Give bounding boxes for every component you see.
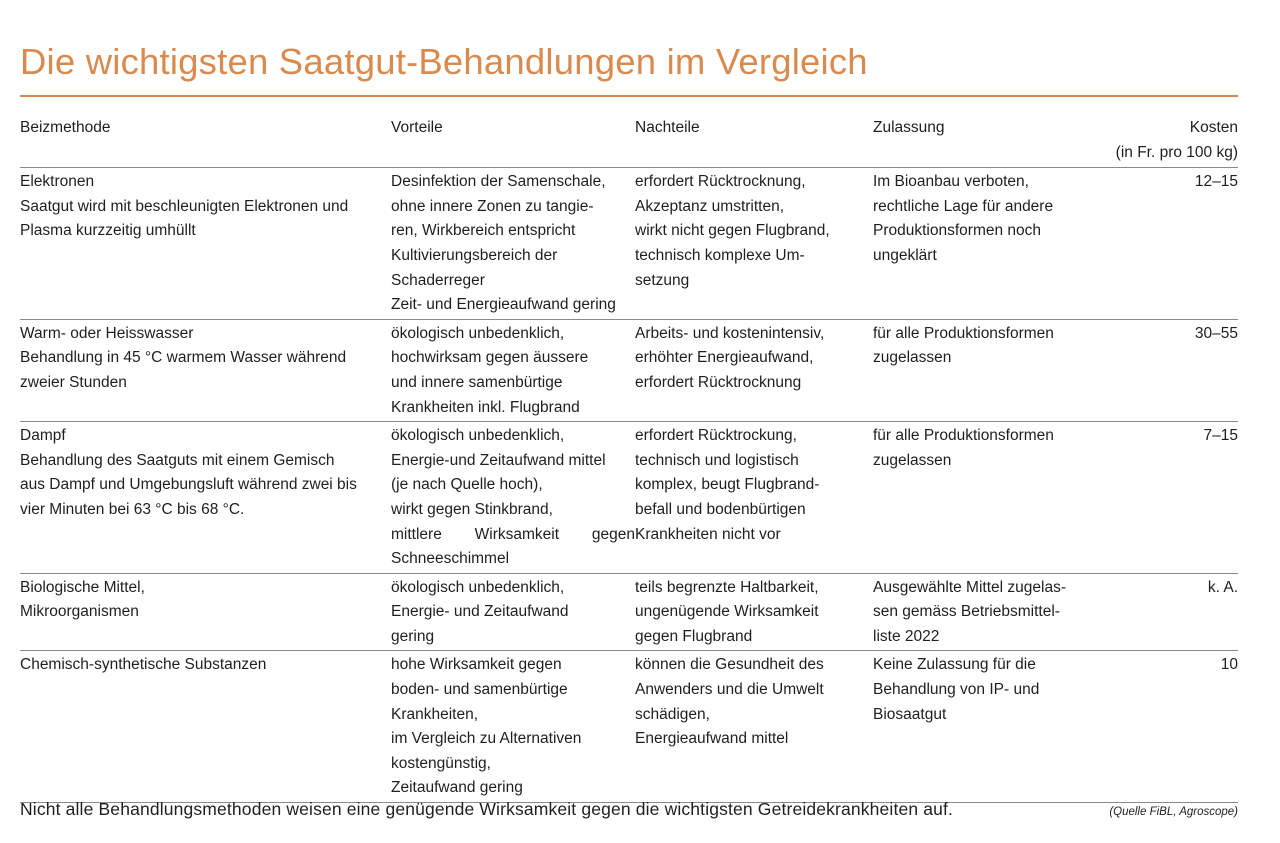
advantages-line: ökologisch unbedenklich, [391,578,565,596]
disadvantages-line: können die Gesundheit des [635,656,824,674]
advantages-line: ohne innere Zonen zu tangie- [391,197,594,215]
disadvantages-line: teils begrenzte Haltbarkeit, [635,578,819,596]
advantages-line: im Vergleich zu Alternativen [391,730,582,748]
method-line: Plasma kurzzeitig umhüllt [20,222,196,240]
source-note: (Quelle FiBL, Agroscope) [1109,806,1238,818]
advantages-line: Desinfektion der Samenschale, [391,173,606,191]
disadvantages-line: Krankheiten nicht vor [635,525,781,543]
method-line: vier Minuten bei 63 °C bis 68 °C. [20,500,245,518]
header-costs-label: Kosten [1189,119,1238,136]
advantages-line: wirkt gegen Stinkbrand, [391,500,553,518]
disadvantages-line: befall und bodenbürtigen [635,500,806,518]
word: Wirksamkeit [474,525,560,543]
header-method: Beizmethode [20,119,111,136]
advantages-line: Krankheiten inkl. Flugbrand [391,398,580,416]
advantages-line: Energie- und Zeitaufwand [391,603,569,621]
title-divider [20,95,1238,97]
method-line: Warm- oder Heisswasser [20,324,194,342]
advantages-line: Kultivierungsbereich der [391,246,558,264]
advantages-line: (je nach Quelle hoch), [391,476,543,494]
advantages-line: Krankheiten, [391,705,479,723]
advantages-line: gering [391,627,435,645]
cell-advantages [391,319,635,421]
approval-line: rechtliche Lage für andere [873,197,1054,215]
method-line: aus Dampf und Umgebungsluft während zwei bis [20,476,357,494]
disadvantages-line: wirkt nicht gegen Flugbrand, [635,222,830,240]
disadvantages-line: erfordert Rücktrocknung, [635,173,806,191]
cell-disadvantages [635,651,873,803]
advantages-line: boden- und samenbürtige [391,681,568,699]
approval-line: Ausgewählte Mittel zugelas- [873,578,1066,596]
cell-approval [873,651,1113,803]
footnote: Nicht alle Behandlungsmethoden weisen eine genügende Wirksamkeit gegen die wichtigsten Getreidekrankheiten auf. [20,799,954,819]
disadvantages-line: schädigen, [635,705,710,723]
advantages-line: Schaderreger [391,271,485,289]
header-disadvantages: Nachteile [635,119,700,136]
table-row [20,422,1238,574]
approval-line: Behandlung von IP- und [873,681,1040,699]
cell-disadvantages [635,422,873,574]
cell-cost: 12–15 [1113,168,1238,320]
disadvantages-line: ungenügende Wirksamkeit [635,603,819,621]
approval-line: sen gemäss Betriebsmittel- [873,603,1060,621]
word: gegen [591,525,635,543]
cell-advantages [391,573,635,651]
cell-method [20,319,391,421]
method-line: Behandlung des Saatguts mit einem Gemisch [20,451,335,469]
advantages-line: hochwirksam gegen äussere [391,349,589,367]
cell-advantages [391,422,635,574]
advantages-line: Energie-und Zeitaufwand mittel [391,451,606,469]
disadvantages-line: setzung [635,271,690,289]
method-line: Elektronen [20,173,95,191]
advantages-line: kostengünstig, [391,754,491,772]
approval-line: Im Bioanbau verboten, [873,173,1029,191]
advantages-line: Zeit- und Energieaufwand gering [391,296,616,314]
cell-method [20,422,391,574]
header-costs [1113,116,1238,168]
table-header-row [20,116,1238,168]
header-advantages: Vorteile [391,119,443,136]
disadvantages-line: erhöhter Energieaufwand, [635,349,814,367]
approval-line: Biosaatgut [873,705,947,723]
method-line: zweier Stunden [20,373,127,391]
page-title: Die wichtigsten Saatgut-Behandlungen im Vergleich [20,41,868,82]
table-row [20,651,1238,803]
method-line: Mikroorganismen [20,603,139,621]
cell-method [20,651,391,803]
disadvantages-line: komplex, beugt Flugbrand- [635,476,820,494]
advantages-line: hohe Wirksamkeit gegen [391,656,562,674]
cell-approval [873,319,1113,421]
method-line: Behandlung in 45 °C warmem Wasser während [20,349,347,367]
approval-line: Keine Zulassung für die [873,656,1036,674]
cell-approval [873,573,1113,651]
disadvantages-line: Anwenders und die Umwelt [635,681,824,699]
approval-line: für alle Produktionsformen [873,324,1054,342]
method-line: Saatgut wird mit beschleunigten Elektronen und [20,197,349,215]
comparison-table [20,116,1238,803]
advantages-line: ökologisch unbedenklich, [391,324,565,342]
cell-cost: 7–15 [1113,422,1238,574]
approval-line: zugelassen [873,349,952,367]
disadvantages-line: erfordert Rücktrockung, [635,427,797,445]
disadvantages-line: gegen Flugbrand [635,627,753,645]
cell-disadvantages [635,168,873,320]
table-body [20,168,1238,803]
cell-disadvantages [635,319,873,421]
cell-cost: 30–55 [1113,319,1238,421]
cell-cost: 10 [1113,651,1238,803]
disadvantages-line: technisch komplexe Um- [635,246,805,264]
approval-line: zugelassen [873,451,952,469]
approval-line: liste 2022 [873,627,940,645]
advantages-line: Zeitaufwand gering [391,779,523,797]
cell-method [20,168,391,320]
header-costs-unit: (in Fr. pro 100 kg) [1115,143,1238,161]
advantages-line: und innere samenbürtige [391,373,563,391]
cell-advantages [391,651,635,803]
method-line: Chemisch-synthetische Substanzen [20,656,267,674]
word: mittlere [391,525,442,543]
header-approval: Zulassung [873,119,945,136]
cell-method [20,573,391,651]
cell-approval [873,422,1113,574]
advantages-line: ren, Wirkbereich entspricht [391,222,576,240]
approval-line: für alle Produktionsformen [873,427,1054,445]
cell-cost: k. A. [1113,573,1238,651]
cell-disadvantages [635,573,873,651]
cell-approval [873,168,1113,320]
advantages-line: ökologisch unbedenklich, [391,427,565,445]
table-row [20,168,1238,320]
method-line: Biologische Mittel, [20,578,145,596]
disadvantages-line: Energieaufwand mittel [635,730,789,748]
approval-line: ungeklärt [873,246,937,264]
method-line: Dampf [20,427,66,445]
table-row [20,573,1238,651]
footnote-row [20,799,1238,820]
cell-advantages [391,168,635,320]
disadvantages-line: erfordert Rücktrocknung [635,373,802,391]
disadvantages-line: Akzeptanz umstritten, [635,197,785,215]
approval-line: Produktionsformen noch [873,222,1042,240]
advantages-line: Schneeschimmel [391,550,510,568]
disadvantages-line: Arbeits- und kostenintensiv, [635,324,825,342]
table-row [20,319,1238,421]
advantages-line [391,523,635,548]
disadvantages-line: technisch und logistisch [635,451,799,469]
